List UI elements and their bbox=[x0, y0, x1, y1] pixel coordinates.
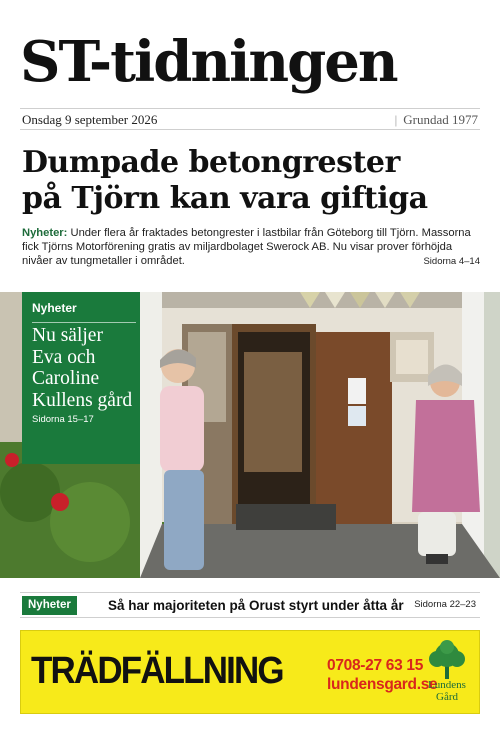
lead-headline-line2: på Tjörn kan vara giftiga bbox=[22, 181, 428, 216]
issue-date: Onsdag 9 september 2026 bbox=[22, 112, 158, 127]
ad-brand-line1: Lundens bbox=[428, 679, 466, 691]
promo-page-ref: Sidorna 15–17 bbox=[32, 414, 94, 425]
advertisement[interactable] bbox=[20, 630, 480, 714]
masthead-title: ST-tidningen bbox=[20, 29, 397, 95]
lead-headline[interactable] bbox=[22, 145, 482, 217]
founded-text: Grundad 1977 bbox=[403, 112, 478, 127]
ad-brand-line2: Gård bbox=[436, 691, 458, 703]
promo-kicker: Nyheter bbox=[32, 301, 77, 315]
dateline-separator: | bbox=[394, 112, 398, 127]
lead-kicker: Nyheter: bbox=[22, 227, 68, 239]
masthead[interactable] bbox=[20, 22, 480, 102]
dateline bbox=[20, 108, 480, 130]
lead-body: Under flera år fraktades betongrester i lastbilar från Göteborg till Tjörn. Massorna fick Tjörns Motorförening gratis av miljardbolaget Swerock AB. Nu visar prover förhöjda nivåer av tungmetaller i området. bbox=[22, 227, 471, 267]
ad-brand-name bbox=[415, 679, 479, 703]
ad-phone-number: 0708-27 63 15 bbox=[327, 657, 424, 674]
teaser-tag: Nyheter bbox=[22, 596, 77, 615]
ad-website: lundensgard.se bbox=[327, 676, 438, 693]
ad-headline: TRÄDFÄLLNING bbox=[31, 650, 283, 692]
promo-box[interactable] bbox=[22, 292, 140, 464]
teaser-headline: Så har majoriteten på Orust styrt under åtta år bbox=[108, 598, 404, 613]
teaser-bar[interactable] bbox=[20, 592, 480, 618]
lead-text bbox=[22, 226, 484, 268]
lead-headline-line1: Dumpade betongrester bbox=[22, 145, 400, 180]
promo-divider bbox=[32, 322, 136, 323]
promo-title: Nu säljer Eva och Caroline Kullens gård bbox=[32, 325, 133, 411]
lead-page-ref: Sidorna 4–14 bbox=[423, 256, 480, 267]
teaser-page-ref: Sidorna 22–23 bbox=[414, 599, 476, 610]
founded-label bbox=[395, 112, 478, 128]
